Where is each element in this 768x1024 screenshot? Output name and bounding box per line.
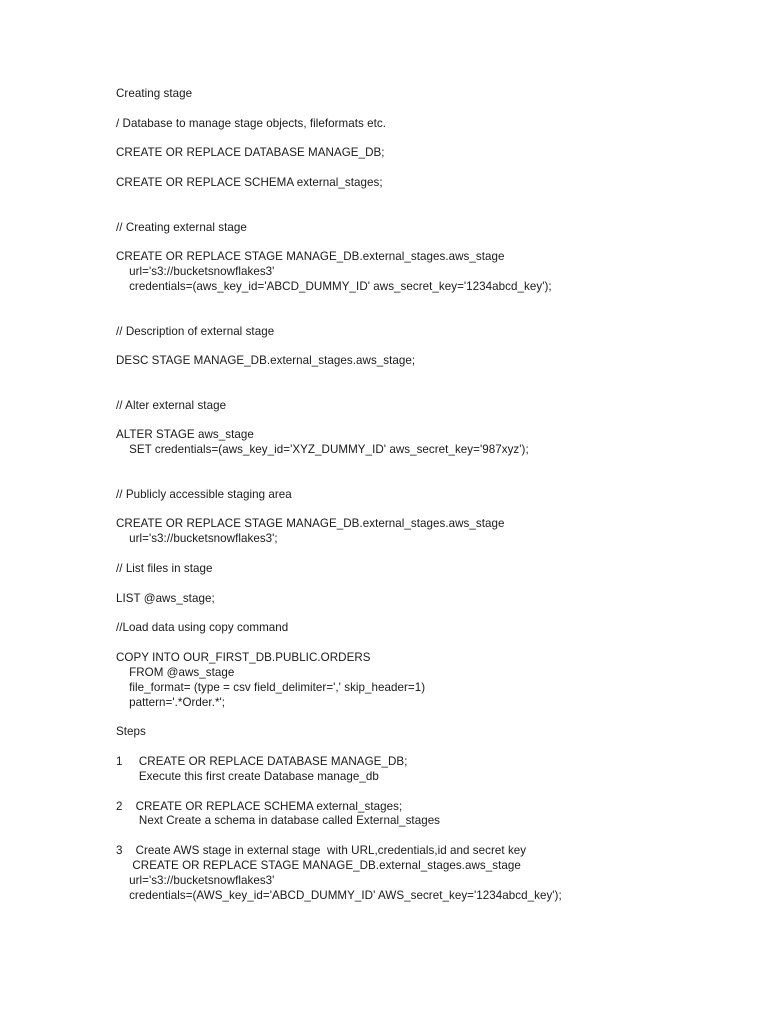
blank-line bbox=[116, 191, 736, 221]
blank-line bbox=[116, 295, 736, 325]
step-line: CREATE OR REPLACE STAGE MANAGE_DB.external_stages.aws_stage bbox=[116, 858, 521, 872]
blank-line bbox=[116, 577, 736, 592]
blank-line bbox=[116, 414, 736, 429]
step-line: Next Create a schema in database called External_stages bbox=[116, 814, 441, 828]
comment-line: //Load data using copy command bbox=[116, 621, 289, 635]
code-line: CREATE OR REPLACE SCHEMA external_stages; bbox=[116, 176, 383, 190]
code-line: CREATE OR REPLACE STAGE MANAGE_DB.external_stages.aws_stage bbox=[116, 250, 505, 264]
code-line: url='s3://bucketsnowflakes3' bbox=[116, 265, 275, 279]
code-line: credentials=(aws_key_id='ABCD_DUMMY_ID' aws_secret_key='1234abcd_key'); bbox=[116, 279, 552, 293]
document-body bbox=[116, 87, 736, 903]
comment-line: / Database to manage stage objects, fileformats etc. bbox=[116, 116, 387, 130]
code-line: CREATE OR REPLACE STAGE MANAGE_DB.external_stages.aws_stage bbox=[116, 517, 505, 531]
step-line: 3 Create AWS stage in external stage with URL,credentials,id and secret key bbox=[116, 844, 527, 858]
blank-line bbox=[116, 503, 736, 518]
blank-line bbox=[116, 740, 736, 755]
blank-line bbox=[116, 636, 736, 651]
code-line: LIST @aws_stage; bbox=[116, 591, 215, 605]
blank-line bbox=[116, 132, 736, 147]
code-line: url='s3://bucketsnowflakes3'; bbox=[116, 532, 278, 546]
code-line: COPY INTO OUR_FIRST_DB.PUBLIC.ORDERS bbox=[116, 651, 371, 665]
comment-line: // List files in stage bbox=[116, 562, 213, 575]
step-line: credentials=(AWS_key_id='ABCD_DUMMY_ID' AWS_secret_key='1234abcd_key'); bbox=[116, 888, 562, 902]
steps-heading: Steps bbox=[116, 725, 146, 739]
code-line: pattern='.*Order.*'; bbox=[116, 695, 226, 709]
blank-line bbox=[116, 235, 736, 250]
blank-line bbox=[116, 369, 736, 399]
comment-line: // Creating external stage bbox=[116, 220, 247, 234]
code-line: CREATE OR REPLACE DATABASE MANAGE_DB; bbox=[116, 146, 385, 160]
comment-line: // Alter external stage bbox=[116, 398, 227, 412]
comment-line: // Publicly accessible staging area bbox=[116, 487, 292, 501]
comment-line: // Description of external stage bbox=[116, 324, 275, 338]
blank-line bbox=[116, 102, 736, 117]
blank-line bbox=[116, 547, 736, 562]
blank-line bbox=[116, 829, 736, 844]
step-line: url='s3://bucketsnowflakes3' bbox=[116, 873, 275, 887]
heading-creating-stage: Creating stage bbox=[116, 87, 193, 100]
code-line: FROM @aws_stage bbox=[116, 665, 235, 679]
step-line: 2 CREATE OR REPLACE SCHEMA external_stages; bbox=[116, 799, 403, 813]
code-line: ALTER STAGE aws_stage bbox=[116, 428, 254, 442]
code-line: file_format= (type = csv field_delimiter=',' skip_header=1) bbox=[116, 680, 426, 694]
code-line: DESC STAGE MANAGE_DB.external_stages.aws_stage; bbox=[116, 354, 416, 368]
code-line: SET credentials=(aws_key_id='XYZ_DUMMY_ID' aws_secret_key='987xyz'); bbox=[116, 443, 529, 457]
blank-line bbox=[116, 339, 736, 354]
blank-line bbox=[116, 785, 736, 800]
step-line: 1 CREATE OR REPLACE DATABASE MANAGE_DB; bbox=[116, 754, 408, 768]
blank-line bbox=[116, 458, 736, 488]
blank-line bbox=[116, 161, 736, 176]
blank-line bbox=[116, 710, 736, 725]
blank-line bbox=[116, 607, 736, 622]
step-line: Execute this first create Database manage_db bbox=[116, 769, 379, 783]
